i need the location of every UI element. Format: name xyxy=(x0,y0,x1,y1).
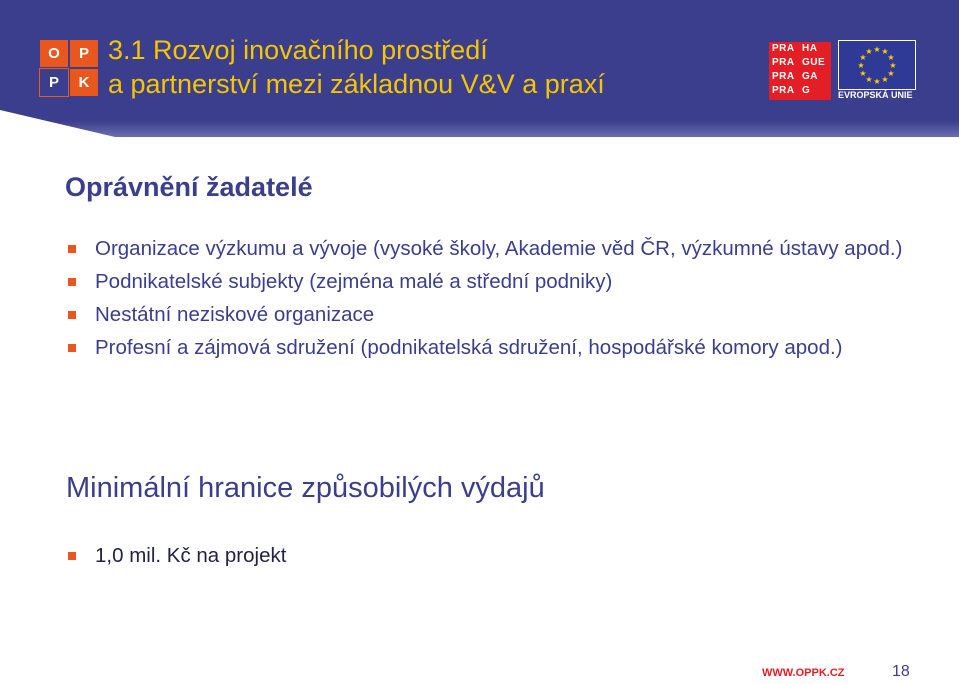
praha-logo-text: PRA xyxy=(772,57,795,68)
eligible-applicants-list xyxy=(68,236,928,368)
eu-logo xyxy=(838,40,914,102)
list-item-text: Organizace výzkumu a vývoje (vysoké školy, Akademie věd ČR, výzkumné ústavy apod.) xyxy=(95,237,903,260)
svg-text:★: ★ xyxy=(859,69,867,78)
oppk-logo-letter: P xyxy=(70,40,98,67)
page-title xyxy=(108,33,605,101)
list-item xyxy=(68,302,928,328)
square-bullet-icon xyxy=(68,245,76,253)
praha-logo-text: GA xyxy=(802,71,818,82)
oppk-logo-letter: K xyxy=(70,69,98,96)
svg-text:★: ★ xyxy=(865,47,873,56)
section-heading-eligible-applicants: Oprávnění žadatelé xyxy=(65,172,313,202)
svg-text:★: ★ xyxy=(857,61,865,70)
praha-logo-text: GUE xyxy=(802,57,826,68)
footer-website-link[interactable]: WWW.OPPK.CZ xyxy=(762,667,845,679)
eu-flag-icon xyxy=(838,40,916,90)
svg-text:★: ★ xyxy=(887,53,895,62)
svg-text:★: ★ xyxy=(887,69,895,78)
list-item xyxy=(68,335,928,361)
svg-text:★: ★ xyxy=(881,47,889,56)
square-bullet-icon xyxy=(68,278,76,286)
list-item-text: Podnikatelské subjekty (zejména malé a střední podniky) xyxy=(95,270,613,293)
header-band-shadow xyxy=(0,110,959,137)
square-bullet-icon xyxy=(68,311,76,319)
svg-text:★: ★ xyxy=(889,61,897,70)
praha-logo-text: PRA xyxy=(772,43,795,54)
svg-text:★: ★ xyxy=(865,75,873,84)
section-heading-minimum-expenses: Minimální hranice způsobilých výdajů xyxy=(66,472,545,504)
list-item-text: Profesní a zájmová sdružení (podnikatelská sdružení, hospodářské komory apod.) xyxy=(95,336,843,359)
square-bullet-icon xyxy=(68,344,76,352)
list-item-text: Nestátní neziskové organizace xyxy=(95,303,375,326)
praha-logo-text: PRA xyxy=(772,71,795,82)
page-title-line: 3.1 Rozvoj inovačního prostředí xyxy=(108,35,488,65)
eu-logo-label: EVROPSKÁ UNIE xyxy=(838,90,913,100)
svg-text:★: ★ xyxy=(881,75,889,84)
svg-text:★: ★ xyxy=(859,53,867,62)
praha-logo-text: G xyxy=(802,85,811,96)
svg-text:★: ★ xyxy=(873,45,881,54)
praha-logo-text: PRA xyxy=(772,85,795,96)
oppk-logo xyxy=(40,40,100,96)
svg-text:★: ★ xyxy=(873,77,881,86)
list-item xyxy=(68,236,928,262)
list-item xyxy=(68,269,928,295)
page-number: 18 xyxy=(892,663,910,680)
oppk-logo-letter: O xyxy=(40,40,68,67)
praha-logo-text: HA xyxy=(802,43,818,54)
slide-header xyxy=(0,0,959,137)
list-item xyxy=(68,543,928,569)
page-title-line: a partnerství mezi základnou V&V a praxí xyxy=(108,69,605,99)
praha-logo xyxy=(769,42,831,100)
oppk-logo-letter: P xyxy=(40,69,68,96)
eu-stars-icon xyxy=(839,41,915,89)
square-bullet-icon xyxy=(68,552,76,560)
list-item-text: 1,0 mil. Kč na projekt xyxy=(95,544,287,567)
minimum-expenses-list xyxy=(68,543,928,576)
